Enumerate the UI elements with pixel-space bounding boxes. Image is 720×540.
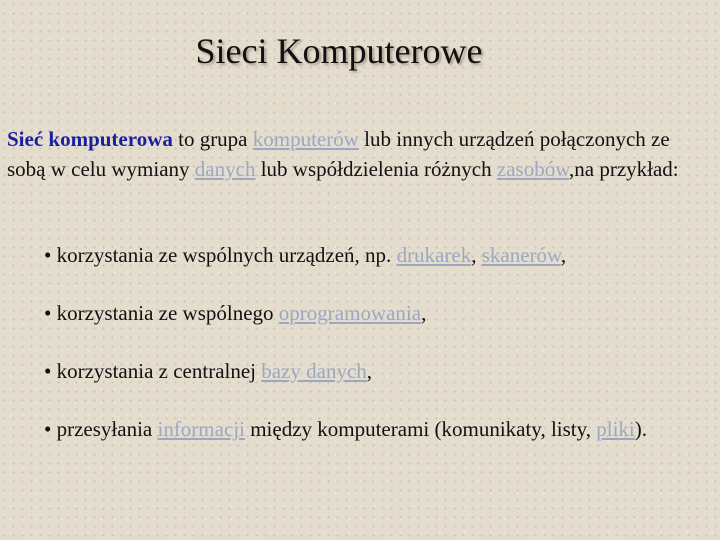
bullet-text: • korzystania ze wspólnych urządzeń, np. [44, 243, 397, 267]
intro-text: ,na przykład: [569, 157, 679, 181]
bullet-text: • korzystania ze wspólnego [44, 301, 279, 325]
bullet-software [44, 298, 694, 328]
term-siec-komputerowa: Sieć komputerowa [7, 127, 173, 151]
link-drukarek[interactable]: drukarek [396, 243, 472, 267]
bullet-devices [44, 240, 694, 270]
link-informacji[interactable]: informacji [157, 417, 245, 441]
bullet-text: , [560, 243, 567, 267]
bullet-text: • korzystania z centralnej [44, 359, 262, 383]
link-oprogramowania[interactable]: oprogramowania [278, 301, 422, 325]
link-skanerow[interactable]: skanerów [481, 243, 561, 267]
link-pliki[interactable]: pliki [596, 417, 635, 441]
intro-text: lub innych urządzeń połączonych ze sobą w celu wymiany [7, 127, 670, 181]
bullet-database [44, 356, 694, 386]
bullet-text: • przesyłania [44, 417, 158, 441]
link-danych[interactable]: danych [194, 157, 256, 181]
intro-text: lub współdzielenia różnych [255, 157, 497, 181]
link-bazy-danych[interactable]: bazy danych [261, 359, 367, 383]
intro-paragraph [7, 124, 707, 184]
link-zasobow[interactable]: zasobów [496, 157, 570, 181]
intro-text: to grupa [172, 127, 253, 151]
bullet-text: , [471, 243, 482, 267]
bullet-text: ). [634, 417, 648, 441]
bullet-text: , [421, 301, 427, 325]
link-komputerow[interactable]: komputerów [252, 127, 359, 151]
bullet-text: między komputerami (komunikaty, listy, [244, 417, 597, 441]
bullet-information [44, 414, 694, 444]
slide-title: Sieci Komputerowe [195, 31, 483, 71]
bullet-text: , [366, 359, 373, 383]
